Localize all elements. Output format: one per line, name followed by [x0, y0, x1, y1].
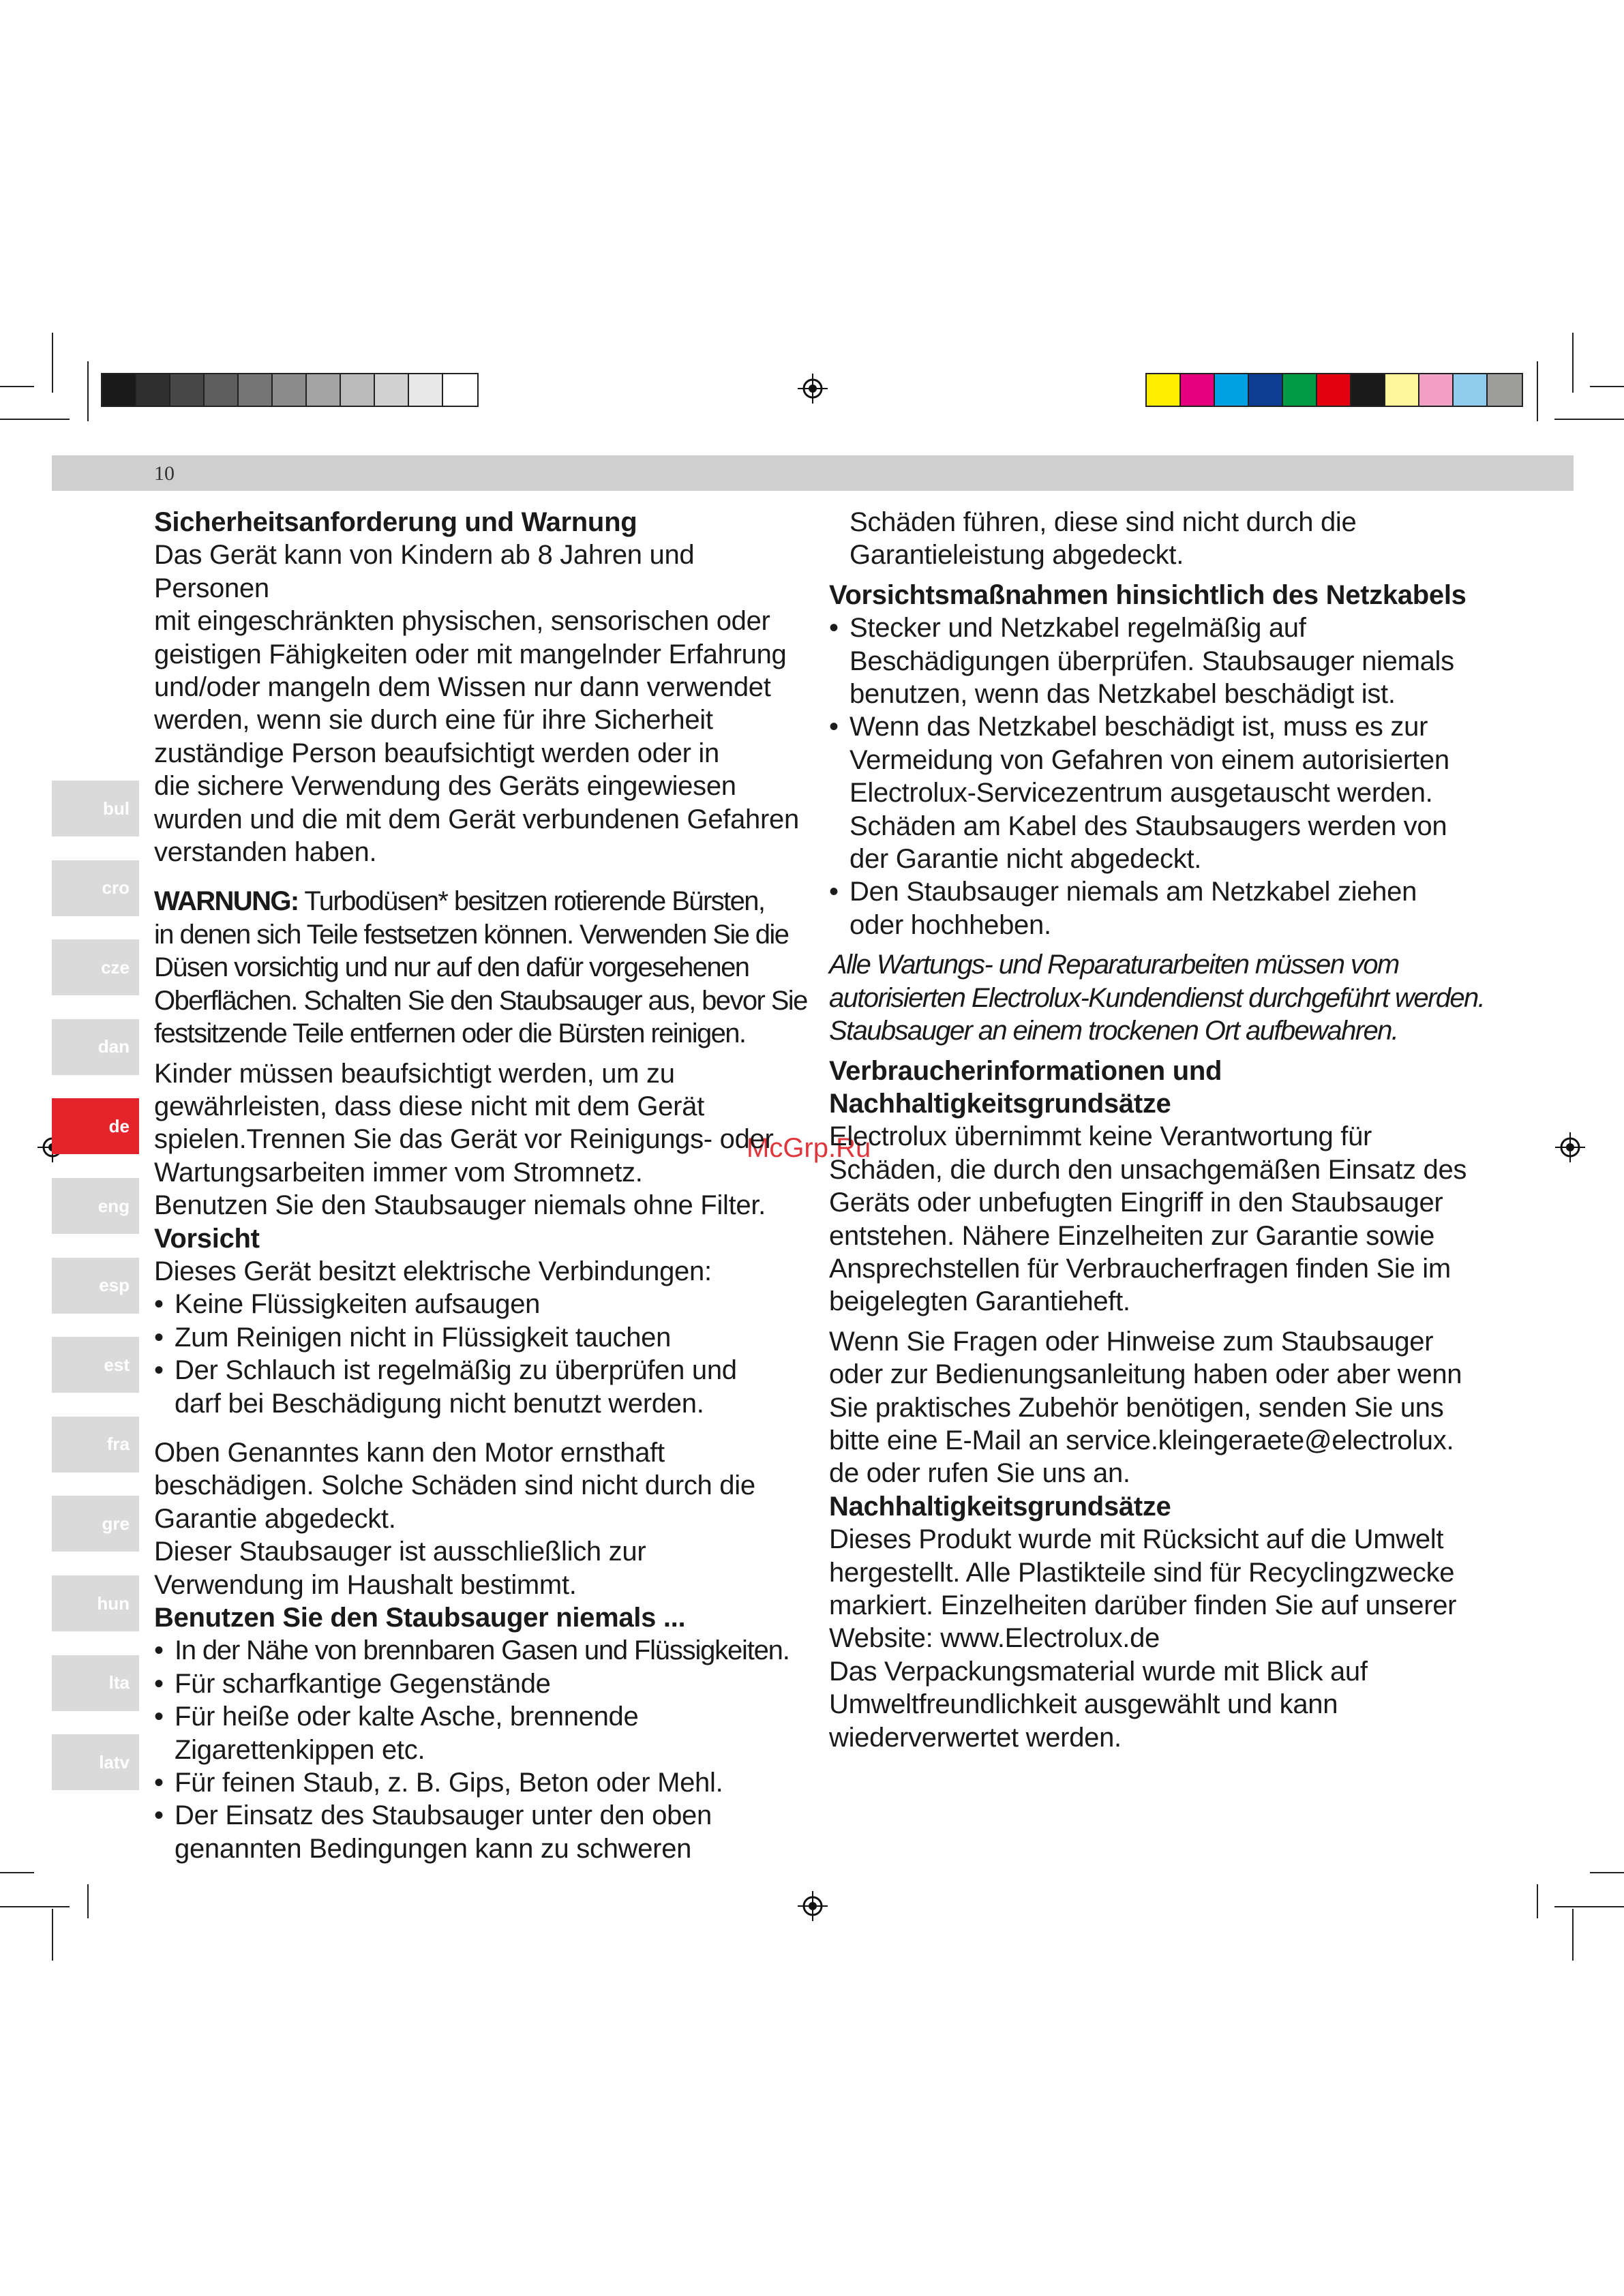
language-tab-lta[interactable]: lta — [52, 1655, 139, 1711]
text-line: festsitzende Teile entfernen oder die Bürsten reinigen. — [154, 1018, 746, 1049]
color-swatch — [375, 374, 409, 406]
text-line: Verwendung im Haushalt bestimmt. — [154, 1569, 577, 1600]
text-line: • Stecker und Netzkabel regelmäßig auf — [849, 613, 1306, 644]
text-line: darf bei Beschädigung nicht benutzt werden. — [175, 1388, 704, 1419]
color-swatch — [341, 374, 375, 406]
crop-mark — [0, 419, 70, 420]
watermark: McGrp.Ru — [747, 1133, 871, 1163]
text-line: hergestellt. Alle Plastikteile sind für Recyclingzwecke — [829, 1557, 1455, 1588]
crop-mark — [1590, 1872, 1624, 1873]
text-line: Dieses Gerät besitzt elektrische Verbindungen: — [154, 1256, 712, 1286]
bullet-item — [154, 1799, 809, 1865]
text-line: markiert. Einzelheiten darüber finden Sie auf unserer — [829, 1590, 1457, 1620]
section-heading: Vorsichtsmaßnahmen hinsichtlich des Netzkabels — [829, 579, 1467, 610]
bullet-item — [829, 875, 1518, 941]
paragraph — [829, 506, 1518, 572]
text-line: wurden und die mit dem Gerät verbundenen Gefahren — [154, 804, 799, 834]
color-swatch — [239, 374, 273, 406]
color-swatch — [170, 374, 205, 406]
crop-mark — [0, 386, 34, 387]
text-line: bitte eine E-Mail an service.kleingeraete@electrolux. — [829, 1425, 1454, 1455]
text-line: spielen.Trennen Sie das Gerät vor Reinigungs- oder — [154, 1124, 774, 1155]
crop-mark — [1554, 419, 1624, 420]
text-line: Schäden am Kabel des Staubsaugers werden von — [849, 811, 1447, 841]
paragraph — [829, 1120, 1518, 1318]
paragraph — [829, 1325, 1518, 1490]
paragraph — [829, 1523, 1518, 1655]
language-tab-latv[interactable]: latv — [52, 1734, 139, 1790]
crop-mark — [87, 1884, 89, 1918]
bullet-item — [154, 1354, 809, 1420]
registration-target-icon — [798, 1891, 828, 1921]
paragraph — [154, 539, 809, 868]
crop-mark — [0, 1872, 34, 1873]
text-line: benutzen, wenn das Netzkabel beschädigt ist. — [849, 679, 1396, 710]
italic-note — [829, 948, 1518, 1047]
section-heading: Nachhaltigkeitsgrundsätze — [829, 1491, 1171, 1522]
crop-mark — [1590, 386, 1624, 387]
crop-mark — [87, 361, 89, 421]
text-line: mit eingeschränkten physischen, sensorischen oder — [154, 606, 770, 637]
grayscale-calibration-bar — [101, 373, 479, 407]
language-tab-cze[interactable]: cze — [52, 939, 139, 995]
text-line: oder zur Bedienungsanleitung haben oder aber wenn — [829, 1359, 1462, 1390]
text-line: • Der Einsatz des Staubsauger unter den oben — [175, 1800, 712, 1831]
color-swatch — [136, 374, 170, 406]
registration-target-icon — [798, 374, 828, 404]
color-calibration-bar — [1145, 373, 1523, 407]
color-swatch — [1181, 374, 1215, 406]
text-line: Staubsauger an einem trockenen Ort aufbewahren. — [829, 1016, 1398, 1046]
bullet-item: • Zum Reinigen nicht in Flüssigkeit tauchen — [154, 1321, 809, 1354]
text-line: Sie praktisches Zubehör benötigen, senden Sie uns — [829, 1392, 1444, 1423]
language-tab-est[interactable]: est — [52, 1337, 139, 1393]
text-line: • Wenn das Netzkabel beschädigt ist, muss es zur — [849, 712, 1428, 742]
text-line: Das Gerät kann von Kindern ab 8 Jahren und Personen — [154, 540, 695, 603]
text-line: gewährleisten, dass diese nicht mit dem Gerät — [154, 1091, 704, 1121]
text-line: zuständige Person beaufsichtigt werden oder in — [154, 738, 719, 768]
text-line: Garantie abgedeckt. — [154, 1503, 396, 1534]
text-line: und/oder mangeln dem Wissen nur dann verwendet — [154, 672, 771, 703]
text-line: Schäden, die durch den unsachgemäßen Einsatz des — [829, 1154, 1467, 1185]
bullet-item: • In der Nähe von brennbaren Gasen und Flüssigkeiten. — [154, 1634, 809, 1667]
text-line: Düsen vorsichtig und nur auf den dafür vorgesehenen — [154, 952, 749, 983]
bullet-item — [829, 710, 1518, 875]
language-tab-bul[interactable]: bul — [52, 781, 139, 836]
text-line: • Für heiße oder kalte Asche, brennende — [175, 1702, 639, 1732]
text-line: genannten Bedingungen kann zu schweren — [175, 1833, 692, 1864]
color-swatch — [1351, 374, 1385, 406]
text-line: de oder rufen Sie uns an. — [829, 1458, 1130, 1489]
crop-mark — [1572, 1909, 1574, 1961]
right-column — [829, 506, 1518, 1754]
color-swatch — [409, 374, 443, 406]
language-tab-esp[interactable]: esp — [52, 1258, 139, 1314]
color-swatch — [1249, 374, 1283, 406]
color-swatch — [1419, 374, 1454, 406]
text-line: Vermeidung von Gefahren von einem autorisierten — [849, 744, 1449, 775]
text-line: Electrolux-Servicezentrum ausgetauscht werden. — [849, 778, 1433, 809]
color-swatch — [1215, 374, 1249, 406]
section-heading: Sicherheitsanforderung und Warnung — [154, 507, 637, 537]
header-band — [52, 455, 1574, 491]
text-line: Oben Genanntes kann den Motor ernsthaft — [154, 1437, 665, 1468]
text-line: Verbraucherinformationen und — [829, 1055, 1222, 1086]
text-line: beschädigen. Solche Schäden sind nicht durch die — [154, 1470, 755, 1501]
language-tab-cro[interactable]: cro — [52, 860, 139, 916]
crop-mark — [1537, 1884, 1538, 1918]
text-line: Wenn Sie Fragen oder Hinweise zum Staubsauger — [829, 1326, 1434, 1357]
crop-mark — [1554, 1906, 1624, 1907]
text-line: Geräts oder unbefugten Eingriff in den Staubsauger — [829, 1188, 1443, 1218]
bullet-item: • Keine Flüssigkeiten aufsaugen — [154, 1288, 809, 1320]
crop-mark — [1572, 333, 1574, 393]
text-line: die sichere Verwendung des Geräts eingewiesen — [154, 771, 736, 802]
color-swatch — [1147, 374, 1181, 406]
text-line: verstanden haben. — [154, 837, 377, 868]
paragraph — [154, 1436, 809, 1535]
color-swatch — [1283, 374, 1317, 406]
crop-mark — [52, 333, 53, 393]
text-line: Schäden führen, diese sind nicht durch die — [849, 507, 1357, 537]
text-line: Umweltfreundlichkeit ausgewählt und kann — [829, 1689, 1338, 1720]
registration-target-icon — [1555, 1132, 1585, 1162]
section-heading: Benutzen Sie den Staubsauger niemals ... — [154, 1603, 686, 1633]
text-line: Nachhaltigkeitsgrundsätze — [829, 1088, 1171, 1119]
text-line: Benutzen Sie den Staubsauger niemals ohne Filter. — [154, 1190, 766, 1221]
section-heading — [829, 1055, 1518, 1121]
text-line: Das Verpackungsmaterial wurde mit Blick auf — [829, 1656, 1368, 1687]
color-swatch — [205, 374, 239, 406]
language-tab-de[interactable]: de — [52, 1098, 139, 1154]
text-line: autorisierten Electrolux-Kundendienst durchgeführt werden. — [829, 982, 1485, 1013]
crop-mark — [1537, 361, 1538, 421]
left-column — [154, 506, 809, 1865]
text-line: in denen sich Teile festsetzen können. Verwenden Sie die — [154, 919, 789, 950]
text-line: Dieser Staubsauger ist ausschließlich zur — [154, 1537, 646, 1567]
bullet-item — [154, 1700, 809, 1766]
bullet-item: • Für scharfkantige Gegenstände — [154, 1667, 809, 1700]
text-line: Zigarettenkippen etc. — [175, 1734, 425, 1765]
language-tab-hun[interactable]: hun — [52, 1575, 139, 1631]
text-line: Ansprechstellen für Verbraucherfragen finden Sie im — [829, 1253, 1451, 1284]
text-line: entstehen. Nähere Einzelheiten zur Garantie sowie — [829, 1220, 1435, 1251]
text-line: Kinder müssen beaufsichtigt werden, um zu — [154, 1058, 675, 1089]
warning-paragraph — [154, 885, 809, 1050]
color-swatch — [1488, 374, 1522, 406]
language-tab-dan[interactable]: dan — [52, 1019, 139, 1075]
bullet-item — [829, 611, 1518, 710]
text-line: werden, wenn sie durch eine für ihre Sicherheit — [154, 705, 713, 736]
color-swatch — [1454, 374, 1488, 406]
color-swatch — [307, 374, 341, 406]
text-line: der Garantie nicht abgedeckt. — [849, 844, 1202, 875]
paragraph — [154, 1057, 809, 1222]
bullet-item: • Für feinen Staub, z. B. Gips, Beton oder Mehl. — [154, 1766, 809, 1799]
text-line: Oberflächen. Schalten Sie den Staubsauger aus, bevor Sie — [154, 985, 807, 1016]
text-line: Dieses Produkt wurde mit Rücksicht auf die Umwelt — [829, 1524, 1444, 1555]
crop-mark — [0, 1906, 70, 1907]
color-swatch — [1317, 374, 1351, 406]
text-line: Electrolux übernimmt keine Verantwortung für — [829, 1121, 1372, 1152]
text-line: Wartungsarbeiten immer vom Stromnetz. — [154, 1157, 643, 1188]
text-line: • Den Staubsauger niemals am Netzkabel ziehen — [849, 877, 1417, 907]
text-line: wiederverwertet werden. — [829, 1722, 1122, 1753]
paragraph — [154, 1535, 809, 1601]
language-tab-gre[interactable]: gre — [52, 1496, 139, 1552]
language-tab-eng[interactable]: eng — [52, 1178, 139, 1234]
text-line: oder hochheben. — [849, 909, 1051, 940]
language-tab-fra[interactable]: fra — [52, 1417, 139, 1472]
warning-label: WARNUNG: — [154, 886, 299, 917]
color-swatch — [273, 374, 307, 406]
section-heading: Vorsicht — [154, 1223, 260, 1254]
text-line: • Der Schlauch ist regelmäßig zu überprüfen und — [175, 1355, 737, 1386]
color-swatch — [443, 374, 477, 406]
text-line: Alle Wartungs- und Reparaturarbeiten müssen vom — [829, 950, 1399, 980]
text-line: Website: www.Electrolux.de — [829, 1623, 1160, 1654]
text-line: Turbodüsen* besitzen rotierende Bürsten, — [298, 886, 765, 917]
paragraph — [829, 1655, 1518, 1754]
text-line: geistigen Fähigkeiten oder mit mangelnder Erfahrung — [154, 639, 787, 669]
page-number: 10 — [154, 462, 175, 485]
text-line: Beschädigungen überprüfen. Staubsauger niemals — [849, 646, 1454, 676]
text-line: beigelegten Garantieheft. — [829, 1286, 1130, 1317]
text-line: Garantieleistung abgedeckt. — [849, 540, 1184, 571]
color-swatch — [102, 374, 136, 406]
color-swatch — [1385, 374, 1419, 406]
crop-mark — [52, 1909, 53, 1961]
